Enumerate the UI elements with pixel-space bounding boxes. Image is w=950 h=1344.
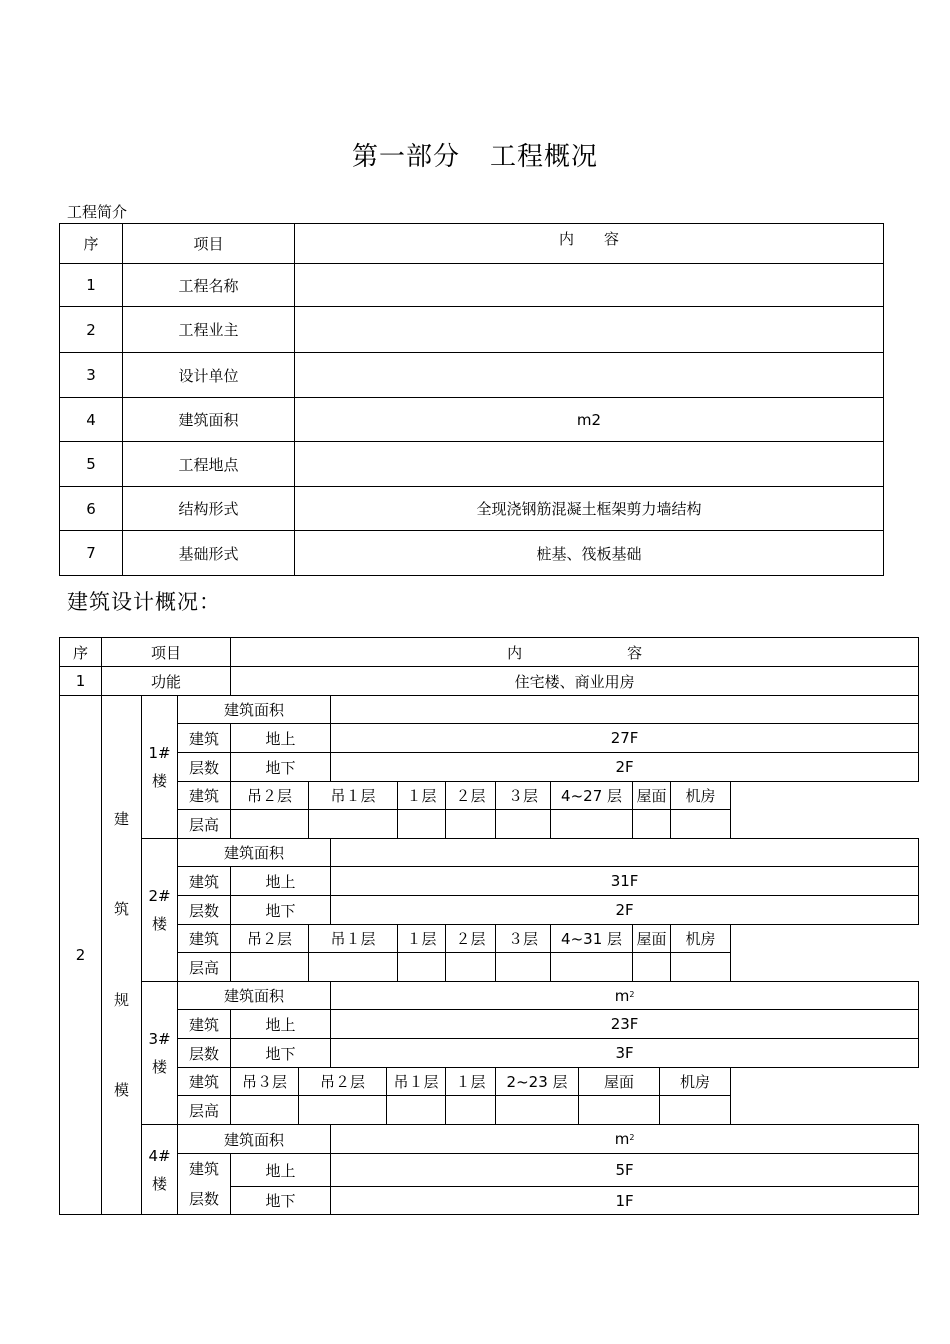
level-label: 屋面 [633,925,671,953]
level-label: ３层 [496,925,551,953]
title-part: 第一部分 [351,142,460,172]
above-label: 地上 [231,867,331,896]
level-label: 4~31 层 [551,925,633,953]
table-row [60,896,919,925]
overview-header-row [60,224,884,264]
row-item: 设计单位 [123,353,295,398]
building-label [142,1125,178,1215]
table-row [60,1125,919,1154]
level-value [496,810,551,839]
table-row [60,1068,919,1096]
building-label-num: 1# [148,744,171,762]
building-label-suffix: 楼 [151,1058,167,1076]
level-value [579,1096,660,1125]
level-value [309,953,398,982]
level-value [231,1096,299,1125]
below-value: 1F [331,1187,919,1215]
row-content [295,307,884,353]
row-item: 结构形式 [123,487,295,531]
level-label: 吊２层 [231,782,309,810]
below-label: 地下 [231,896,331,925]
row-no: 1 [60,667,102,696]
level-label: 吊２层 [231,925,309,953]
header-item: 项目 [102,638,231,667]
level-value [446,1096,496,1125]
header-no: 序 [60,224,123,264]
building-label-num: 2# [148,887,171,905]
area-value [331,982,919,1010]
above-value: 5F [331,1154,919,1187]
row-content: 桩基、筏板基础 [295,531,884,576]
row-item: 工程业主 [123,307,295,353]
level-label: 吊３层 [231,1068,299,1096]
table-row [60,839,919,867]
level-label: 屋面 [633,782,671,810]
scale-label-char: 模 [113,1081,129,1100]
floors-label-b: 层数 [189,1190,220,1208]
row-content [295,264,884,307]
level-label: 机房 [671,782,731,810]
row-no: 3 [60,353,123,398]
below-value: 3F [331,1039,919,1068]
level-value [671,810,731,839]
scale-no: 2 [60,696,102,1215]
row-item: 建筑面积 [123,398,295,442]
row-item: 工程名称 [123,264,295,307]
floors-label: 层数 [178,896,231,925]
level-value [231,810,309,839]
area-value [331,696,919,724]
area-label: 建筑面积 [178,1125,331,1154]
scale-label-char: 筑 [113,900,129,919]
table-row [60,810,919,839]
table-row [60,264,884,307]
table-row [60,753,919,782]
table-row [60,1039,919,1068]
area-label: 建筑面积 [178,696,331,724]
above-value: 23F [331,1010,919,1039]
building-label [142,839,178,982]
below-label: 地下 [231,753,331,782]
table-row [60,1010,919,1039]
level-label: 吊１层 [309,925,398,953]
level-label: 4~27 层 [551,782,633,810]
level-value [551,953,633,982]
level-label: ２层 [446,925,496,953]
level-value [496,1096,579,1125]
row-content: 全现浇钢筋混凝土框架剪力墙结构 [295,487,884,531]
level-label: 吊１层 [309,782,398,810]
header-no: 序 [60,638,102,667]
below-label: 地下 [231,1039,331,1068]
building-label-num: 4# [148,1146,171,1165]
table-row [60,398,884,442]
level-value [398,953,446,982]
level-value [387,1096,446,1125]
height-label: 建筑 [178,925,231,953]
floors-label: 层数 [178,753,231,782]
row-item: 工程地点 [123,442,295,487]
level-label: 机房 [671,925,731,953]
level-label: 机房 [660,1068,731,1096]
row-item: 功能 [102,667,231,696]
building-label-suffix: 楼 [151,772,167,790]
table-row [60,531,884,576]
header-content: 内 容 [295,224,884,264]
row-no: 5 [60,442,123,487]
row-no: 7 [60,531,123,576]
header-content: 内 容 [231,638,919,667]
row-no: 1 [60,264,123,307]
area-label: 建筑面积 [178,839,331,867]
table-row [60,696,919,724]
table-row [60,1154,919,1187]
floors-label: 建筑 [178,867,231,896]
floors-label: 层数 [178,1039,231,1068]
level-label: 吊２层 [299,1068,387,1096]
row-content [295,353,884,398]
row-content: 住宅楼、商业用房 [231,667,919,696]
height-label: 层高 [178,953,231,982]
level-value [660,1096,731,1125]
scale-label-char: 规 [113,990,129,1009]
scale-label-char: 建 [113,809,129,828]
table-row [60,925,919,953]
level-value [496,953,551,982]
building-label-num: 3# [148,1030,171,1048]
building-label-suffix: 楼 [151,915,167,933]
level-label: １层 [398,782,446,810]
floors-label: 建筑 [178,724,231,753]
area-unit: m [614,1130,630,1148]
level-label: 吊１层 [387,1068,446,1096]
level-label: ３层 [496,782,551,810]
table-row [60,782,919,810]
level-label: ２层 [446,782,496,810]
area-unit-sup: 2 [629,989,635,999]
row-item: 基础形式 [123,531,295,576]
floors-label [178,1154,231,1215]
title-name: 工程概况 [490,142,599,172]
row-no: 4 [60,398,123,442]
level-value [633,953,671,982]
height-label: 层高 [178,810,231,839]
area-value [331,839,919,867]
building-label-suffix: 楼 [151,1174,167,1193]
level-value [299,1096,387,1125]
design-header-row [60,638,919,667]
below-value: 2F [331,753,919,782]
area-value [331,1125,919,1154]
scale-label [102,696,142,1215]
above-label: 地上 [231,1010,331,1039]
area-unit: m [614,986,630,1005]
header-item: 项目 [123,224,295,264]
table-row [60,982,919,1010]
table-row [60,487,884,531]
table-row [60,353,884,398]
above-value: 27F [331,724,919,753]
building-label [142,982,178,1125]
design-heading: 建筑设计概况： [67,590,221,614]
level-value [309,810,398,839]
level-value [446,810,496,839]
level-value [446,953,496,982]
above-label: 地上 [231,1154,331,1187]
floors-label: 建筑 [178,1010,231,1039]
level-value [633,810,671,839]
height-label: 建筑 [178,782,231,810]
row-no: 6 [60,487,123,531]
table-row [60,867,919,896]
level-label: １层 [398,925,446,953]
height-label: 层高 [178,1096,231,1125]
table-row [60,1096,919,1125]
row-content: m2 [295,398,884,442]
area-unit-sup: 2 [629,1133,635,1142]
page-title [0,136,950,173]
level-label: １层 [446,1068,496,1096]
table-row [60,307,884,353]
height-label: 建筑 [178,1068,231,1096]
above-label: 地上 [231,724,331,753]
overview-caption: 工程简介 [67,203,128,221]
function-row [60,667,919,696]
level-value [671,953,731,982]
above-value: 31F [331,867,919,896]
table-row [60,442,884,487]
design-table [59,637,919,1215]
level-value [398,810,446,839]
table-row [60,953,919,982]
overview-table [59,223,884,576]
level-value [551,810,633,839]
area-label: 建筑面积 [178,982,331,1010]
level-label: 2~23 层 [496,1068,579,1096]
level-value [231,953,309,982]
row-no: 2 [60,307,123,353]
level-label: 屋面 [579,1068,660,1096]
below-label: 地下 [231,1187,331,1215]
row-content [295,442,884,487]
below-value: 2F [331,896,919,925]
floors-label-a: 建筑 [189,1160,220,1178]
building-label [142,696,178,839]
table-row [60,724,919,753]
